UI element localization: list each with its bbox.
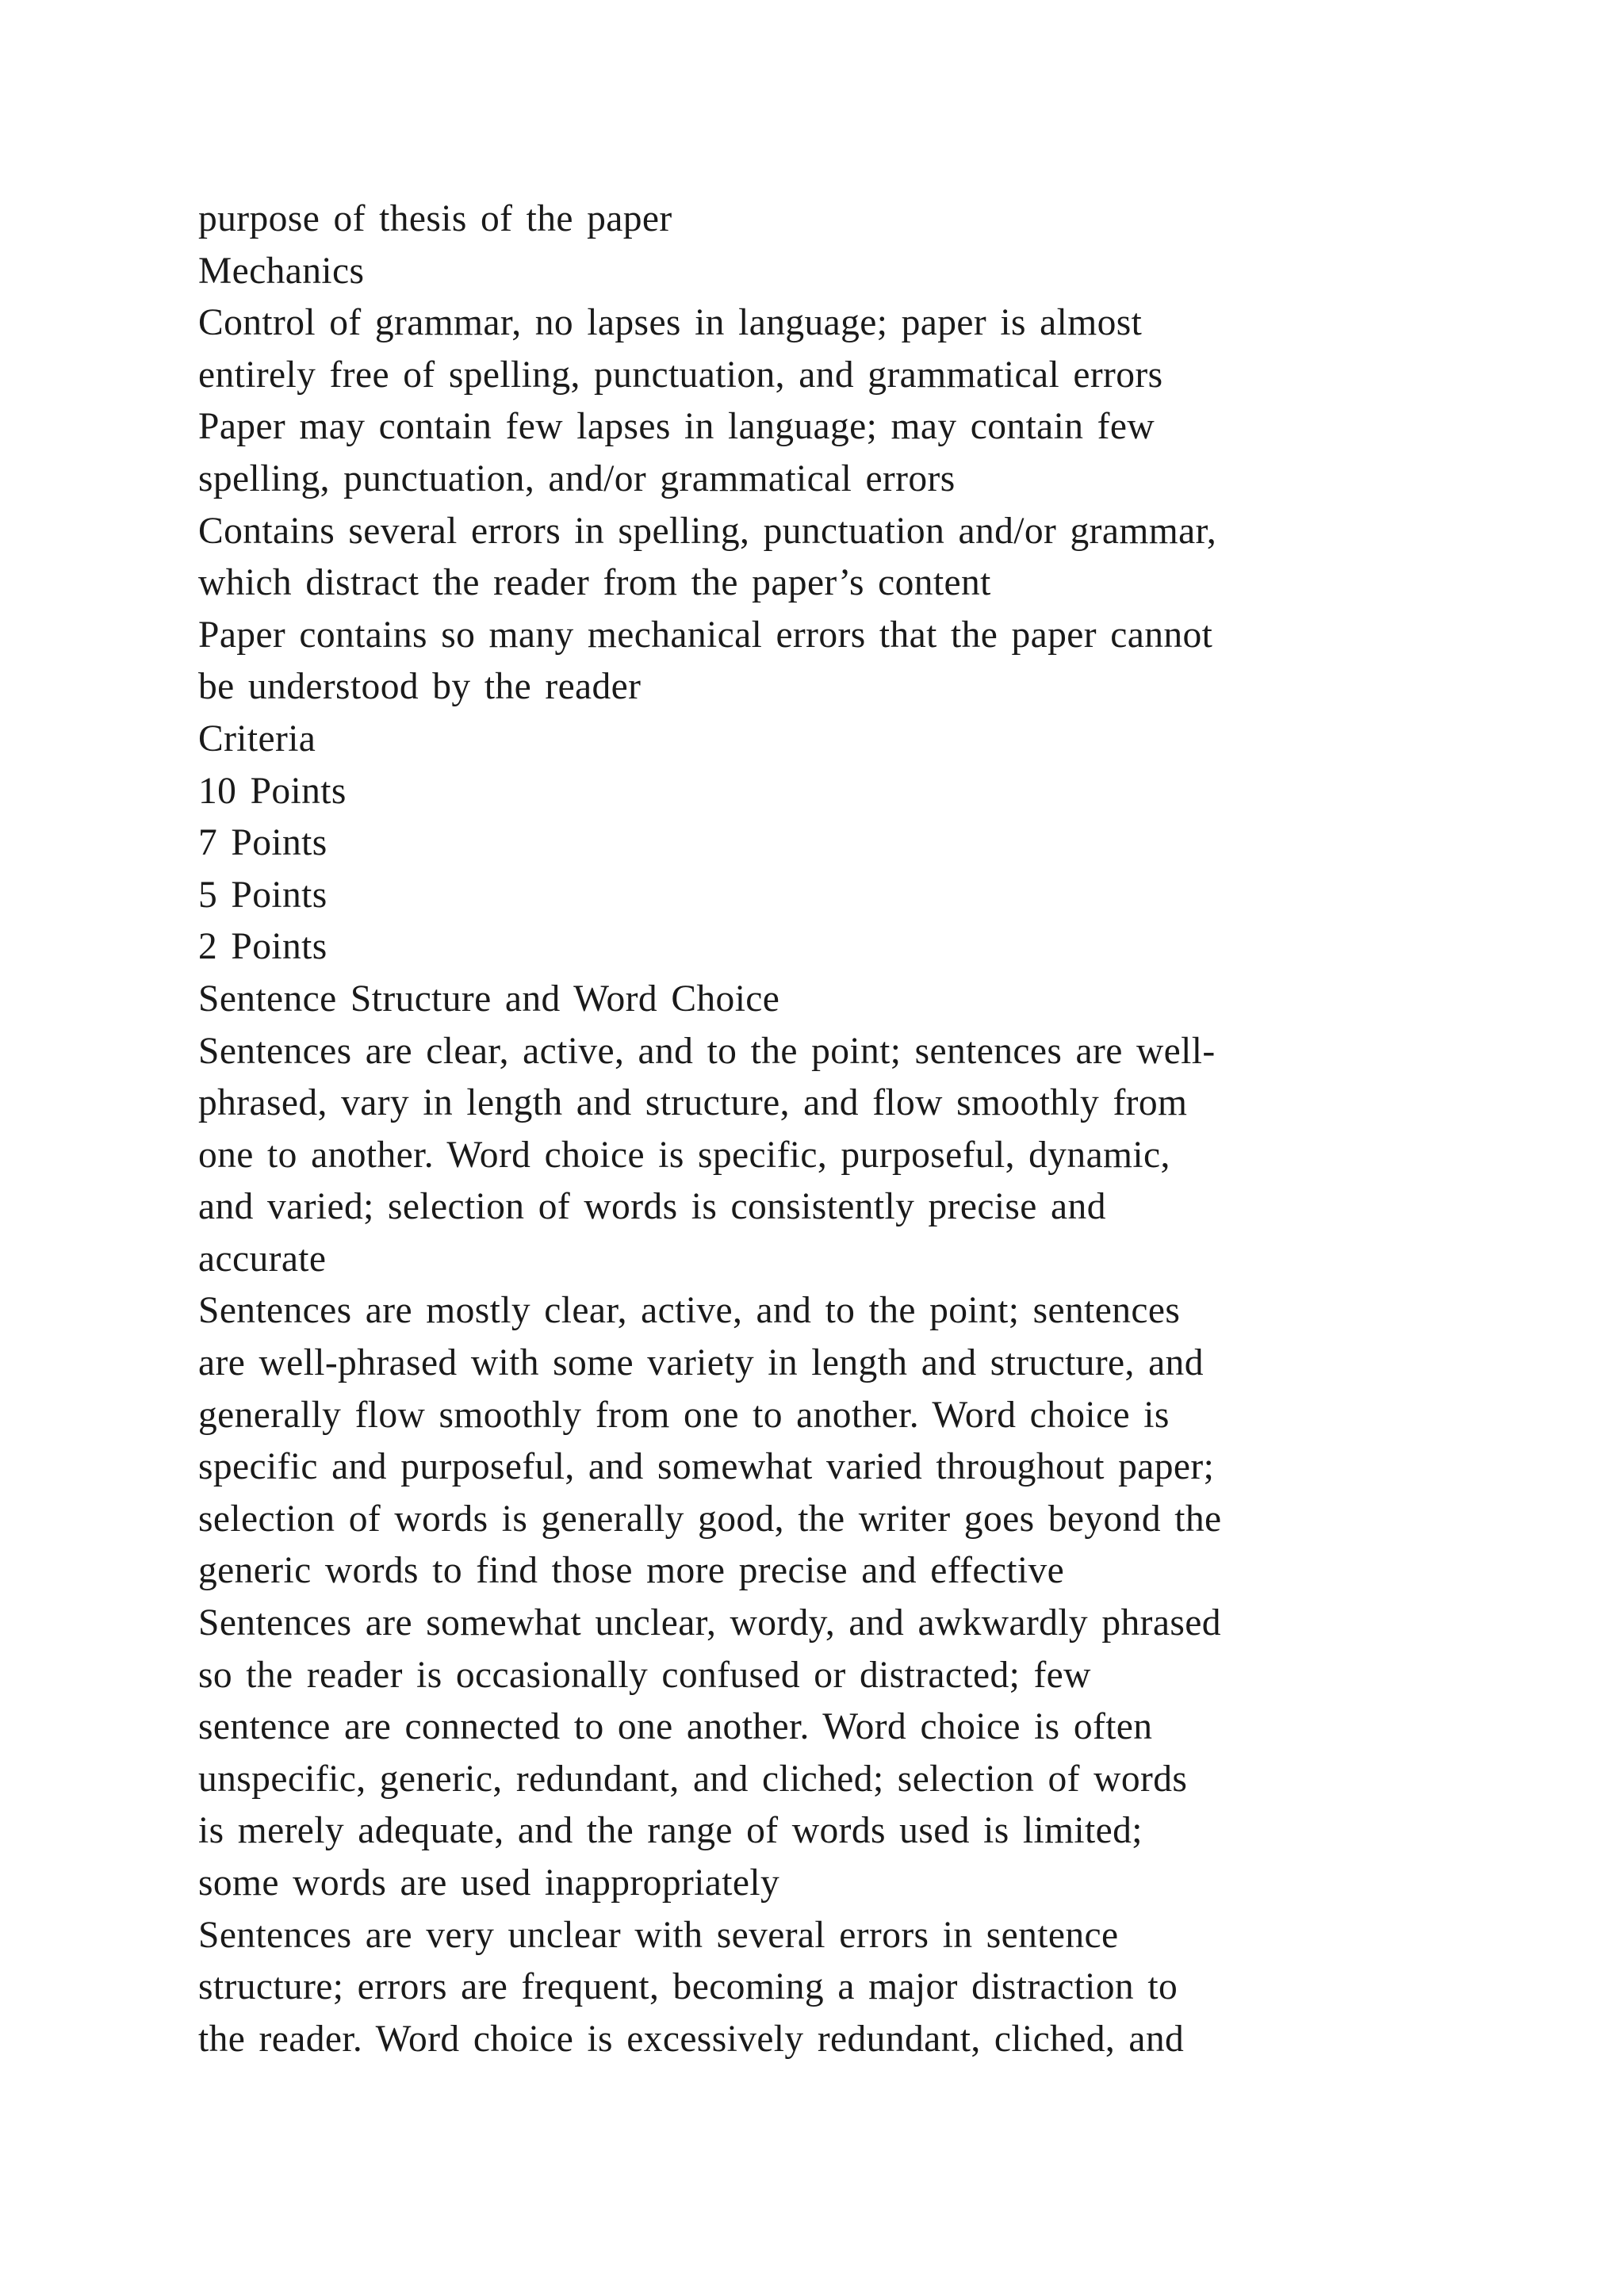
text-line: generally flow smoothly from one to another. Word choice is [198, 1394, 1170, 1436]
text-line: Paper may contain few lapses in language; may contain few [198, 406, 1155, 448]
text-line: one to another. Word choice is specific, purposeful, dynamic, [198, 1134, 1170, 1176]
text-line: Contains several errors in spelling, punctuation and/or grammar, [198, 510, 1217, 552]
text-line: specific and purposeful, and somewhat varied throughout paper; [198, 1446, 1215, 1488]
text-line: and varied; selection of words is consistently precise and [198, 1186, 1106, 1228]
text-line: generic words to find those more precise and effective [198, 1550, 1065, 1592]
text-line: Sentences are very unclear with several errors in sentence [198, 1914, 1119, 1956]
text-line: structure; errors are frequent, becoming a major distraction to [198, 1966, 1178, 2008]
text-line: so the reader is occasionally confused or distracted; few [198, 1654, 1091, 1696]
text-line: some words are used inappropriately [198, 1862, 780, 1904]
section-heading-sentence-structure: Sentence Structure and Word Choice [198, 978, 780, 1020]
text-line: Paper contains so many mechanical errors that the paper cannot [198, 614, 1213, 656]
text-line: the reader. Word choice is excessively redundant, cliched, and [198, 2018, 1185, 2060]
text-line: selection of words is generally good, the writer goes beyond the [198, 1498, 1222, 1540]
points-label: 10 Points [198, 770, 347, 812]
text-line: unspecific, generic, redundant, and cliched; selection of words [198, 1758, 1188, 1800]
criteria-heading: Criteria [198, 718, 316, 760]
points-label: 7 Points [198, 822, 327, 864]
document-body [198, 193, 1435, 2065]
text-line: Sentences are clear, active, and to the point; sentences are well- [198, 1030, 1216, 1072]
text-line: Sentences are somewhat unclear, wordy, and awkwardly phrased [198, 1602, 1221, 1644]
text-line: entirely free of spelling, punctuation, and grammatical errors [198, 354, 1163, 396]
text-line: phrased, vary in length and structure, and flow smoothly from [198, 1082, 1188, 1124]
text-line: Sentences are mostly clear, active, and to the point; sentences [198, 1290, 1181, 1332]
text-line: purpose of thesis of the paper [198, 198, 672, 239]
text-line: spelling, punctuation, and/or grammatical errors [198, 457, 956, 499]
text-line: which distract the reader from the paper’s content [198, 562, 991, 604]
text-line: be understood by the reader [198, 666, 642, 708]
points-label: 5 Points [198, 874, 327, 916]
text-line: Control of grammar, no lapses in language; paper is almost [198, 302, 1143, 344]
section-heading-mechanics: Mechanics [198, 250, 365, 292]
points-label: 2 Points [198, 926, 327, 968]
text-line: are well-phrased with some variety in length and structure, and [198, 1342, 1204, 1384]
text-line: is merely adequate, and the range of words used is limited; [198, 1810, 1143, 1852]
text-line: accurate [198, 1238, 327, 1280]
text-line: sentence are connected to one another. Word choice is often [198, 1706, 1153, 1748]
